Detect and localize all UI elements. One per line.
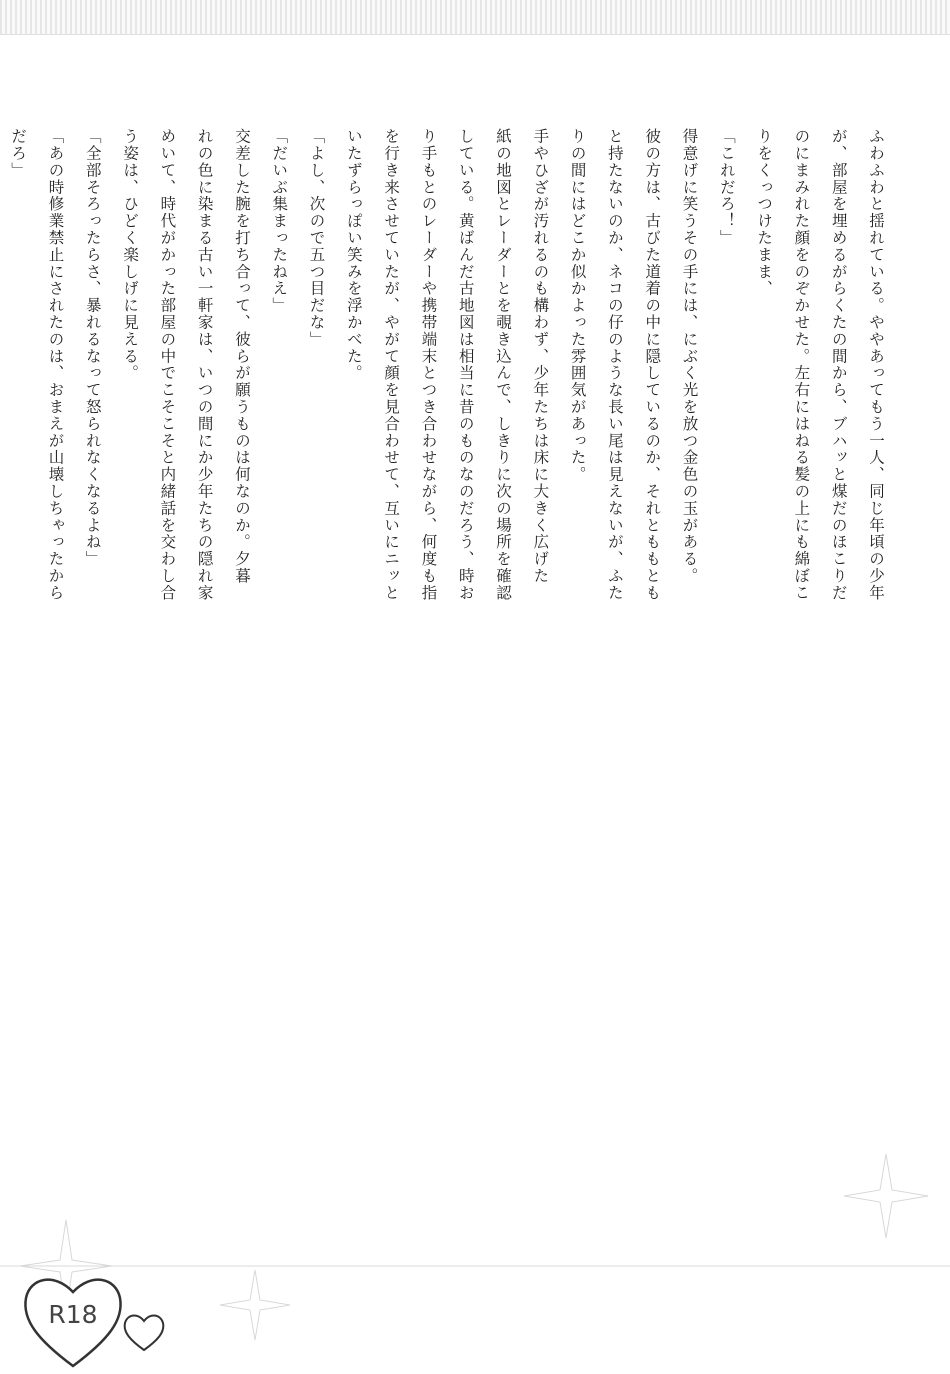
text-column: のにまみれた顔をのぞかせた。左右にはねる髪の上にも綿ぼこ <box>792 128 811 602</box>
top-tone-band <box>0 0 950 35</box>
badge-label: R18 <box>48 1300 98 1329</box>
text-column: 「全部そろったらさ、暴れるなって怒られなくなるよね」 <box>83 128 102 568</box>
lower-text-block <box>254 712 894 1242</box>
text-column: りをくっつけたまま、 <box>755 128 774 297</box>
text-column: う姿は、ひどく楽しげに見える。 <box>121 128 140 382</box>
text-column: 「だいぶ集まったねえ」 <box>270 128 289 314</box>
text-column: れの色に染まる古い一軒家は、いつの間にか少年たちの隠れ家 <box>195 128 214 602</box>
text-column: りの間にはどこか似かよった雰囲気があった。 <box>568 128 587 483</box>
text-column: 「これだろ！」 <box>717 128 736 247</box>
text-column: いたずらっぽい笑みを浮かべた。 <box>344 128 363 382</box>
text-column: めいて、時代がかった部屋の中でこそこそと内緒話を交わし合 <box>158 128 177 602</box>
text-column: 交差した腕を打ち合って、彼らが願うものは何なのか。夕暮 <box>232 128 251 585</box>
text-column: を行き来させていたが、やがて顔を見合わせて、互いにニッと <box>382 128 401 602</box>
text-column: だろ」 <box>9 128 28 179</box>
text-column: している。黄ばんだ古地図は相当に昔のものなのだろう、時お <box>456 128 475 602</box>
text-column: と持たないのか、ネコの仔のような長い尾は見えないが、ふた <box>605 128 624 602</box>
upper-text-block <box>9 128 894 708</box>
text-column: 得意げに笑うその手には、にぶく光を放つ金色の玉がある。 <box>680 128 699 585</box>
small-heart-icon <box>120 1310 168 1354</box>
text-column: ふわふわと揺れている。ややあってもう一人、同じ年頃の少年 <box>867 128 885 602</box>
text-column: が、部屋を埋めるがらくたの間から、ブハッと煤だのほこりだ <box>829 128 848 602</box>
text-column: 「よし、次ので五つ目だな」 <box>307 128 326 348</box>
text-column: 手やひざが汚れるのも構わず、少年たちは床に大きく広げた <box>531 128 550 585</box>
text-column: り手もとのレーダーや携帯端末とつき合わせながら、何度も指 <box>419 128 438 602</box>
text-column: 「あの時修業禁止にされたのは、おまえが山壊しちゃったから <box>46 128 65 602</box>
text-column: 彼の方は、古びた道着の中に隠しているのか、それとももとも <box>643 128 662 602</box>
text-column: 紙の地図とレーダーとを覗き込んで、しきりに次の場所を確認 <box>494 128 513 602</box>
